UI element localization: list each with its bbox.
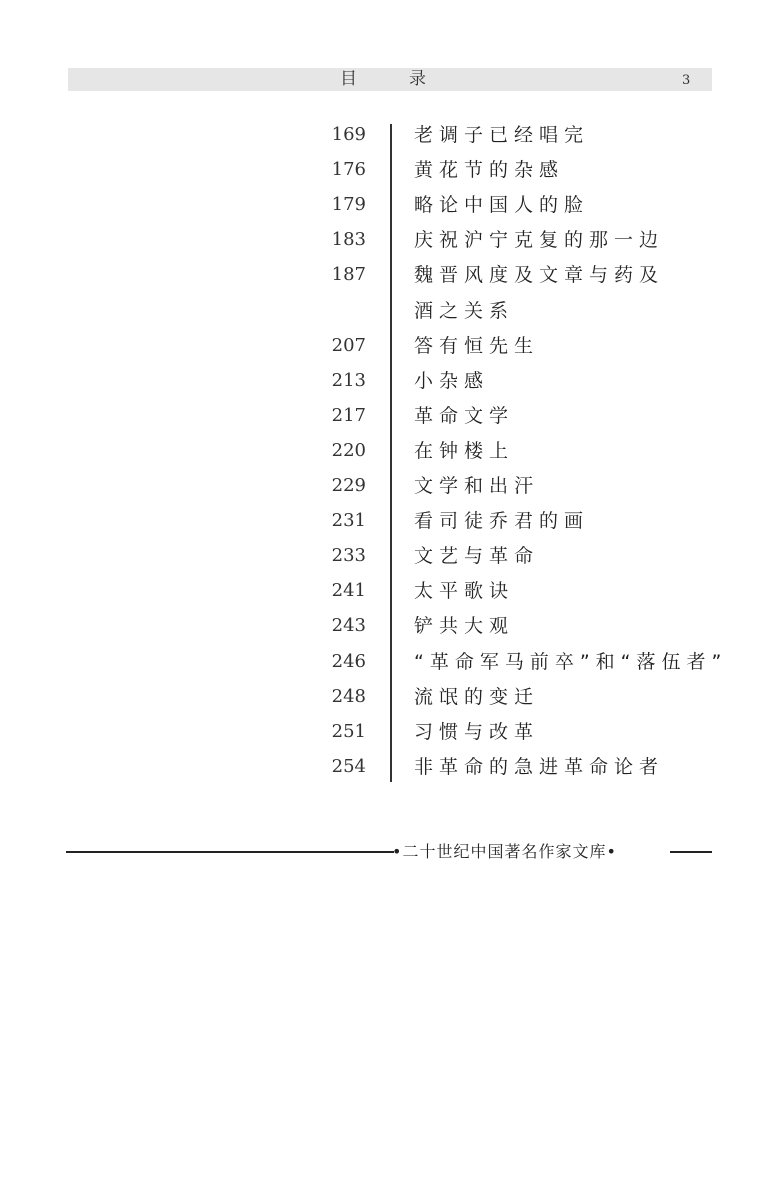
toc-entry-page-number: 229 [331,475,366,496]
footer-series-title: •二十世纪中国著名作家文库• [392,842,617,861]
toc-entry-title: 看司徒乔君的画 [414,510,590,533]
toc-entry-title: 铲共大观 [414,615,515,638]
toc-entry-title: 流氓的变迁 [414,685,540,708]
toc-entry-page-number: 246 [331,650,366,672]
toc-entry-title: 略论中国人的脸 [414,194,590,217]
toc-entry-title: 酒之关系 [414,299,515,322]
page-number: 3 [682,73,691,88]
toc-entry-page-number: 233 [331,545,366,567]
toc-entry-title: 答有恒先生 [414,334,540,357]
toc-entry-page-number: 169 [331,124,366,145]
toc-entry-title: 文学和出汗 [414,475,540,497]
toc-entry-page-number: 187 [331,264,366,286]
toc-entry-page-number: 179 [331,194,366,216]
toc-entry-page-number: 220 [331,439,366,461]
toc-entry-title: 黄花节的杂感 [414,159,565,182]
toc-entry-title: 革命文学 [414,404,515,427]
footer-rule-right [670,851,712,853]
toc-entry-title: 非革命的急进革命论者 [414,755,665,778]
toc-entry-title: “革命军马前卒”和“落伍者” [414,650,728,673]
running-header-title: 目录 [340,69,478,89]
toc-entry-page-number: 217 [331,404,366,426]
toc-entry [0,750,780,802]
toc-entry-page-number: 183 [331,229,366,251]
toc-entry-page-number: 207 [331,334,366,356]
toc-entry-page-number: 254 [331,755,366,777]
toc-entry-title: 老调子已经唱完 [414,124,590,146]
toc-entry-title: 小杂感 [414,369,490,392]
toc-entry-title: 魏晋风度及文章与药及 [414,264,665,287]
toc-entry-page-number: 251 [331,720,366,742]
toc-entry-page-number: 176 [331,159,366,181]
toc-entry-page-number: 241 [331,580,366,602]
toc-entry-title: 太平歌诀 [414,580,515,603]
toc-entry-title: 在钟楼上 [414,439,515,462]
toc-entry-page-number: 231 [331,510,366,532]
toc-entry-page-number: 243 [331,615,366,637]
toc-entry-title: 习惯与改革 [414,720,540,743]
toc-entry-title: 文艺与革命 [414,545,540,568]
toc-entry-page-number: 213 [331,369,366,391]
toc-entry-title: 庆祝沪宁克复的那一边 [414,229,665,252]
toc-entry-page-number: 248 [331,685,366,707]
footer-rule-left [66,851,394,853]
